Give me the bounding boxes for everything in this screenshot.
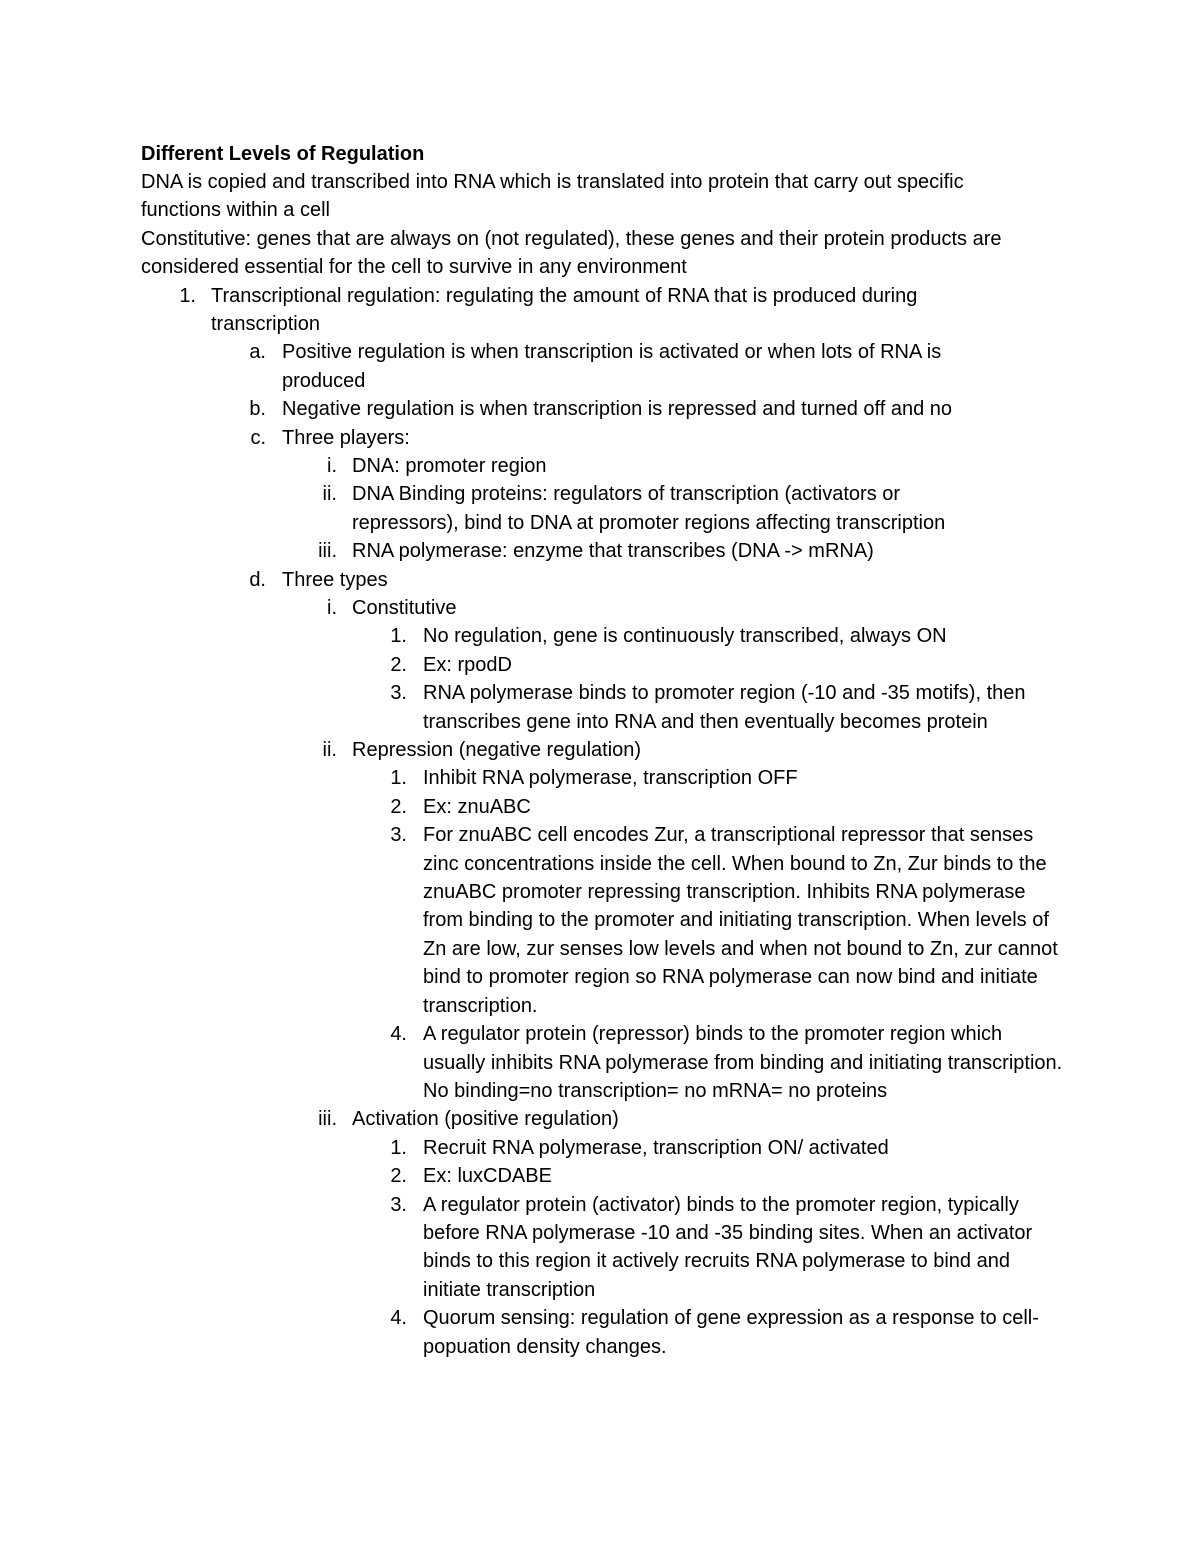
- list-item-text: A regulator protein (repressor) binds to the promoter region which usually inhibits RNA polymerase from binding and initiating transcription. No binding=no transcription= no mRNA= no proteins: [423, 1023, 1063, 1102]
- list-item-text: Three types: [282, 568, 388, 591]
- list-item-1d-iii: [141, 1105, 1041, 1133]
- list-item-text: A regulator protein (activator) binds to the promoter region, typically before RNA polymerase -10 and -35 binding sites. When an activator binds to this region it actively recruits RNA polymerase to bind and initiate transcription: [423, 1193, 1033, 1301]
- list-item-1d-iii-2: [141, 1162, 1041, 1190]
- list-item-text: Ex: znuABC: [423, 795, 531, 818]
- list-marker: 2.: [390, 653, 407, 676]
- list-item-1d-ii: [141, 736, 1041, 764]
- list-item-1d-ii-4: [141, 1020, 1063, 1105]
- list-item-text: DNA Binding proteins: regulators of transcription (activators or repressors), bind to DNA at promoter regions affecting transcription: [352, 483, 946, 534]
- list-item-text: Three players:: [282, 426, 410, 449]
- list-item-1d-i-3: [141, 679, 1041, 736]
- list-item-text: Ex: rpodD: [423, 653, 512, 676]
- list-marker: 3.: [390, 682, 407, 705]
- list-marker: d.: [249, 568, 266, 591]
- list-item-text: Recruit RNA polymerase, transcription ON/ activated: [423, 1136, 889, 1159]
- list-item-text: No regulation, gene is continuously transcribed, always ON: [423, 625, 947, 648]
- list-item-text: Ex: luxCDABE: [423, 1165, 552, 1188]
- list-item-1d-iii-3: [141, 1191, 1041, 1305]
- document-body: [141, 140, 1063, 1361]
- list-item-1c: [141, 424, 1041, 452]
- list-marker: c.: [250, 426, 266, 449]
- list-item-1d: [141, 566, 1041, 594]
- list-marker: iii.: [318, 540, 337, 563]
- constitutive-definition: Constitutive: genes that are always on (not regulated), these genes and their protein products are considered essential for the cell to survive in any environment: [141, 227, 1002, 279]
- list-marker: a.: [249, 341, 266, 364]
- list-item-1c-iii: [141, 537, 1041, 565]
- list-item-1d-i-1: [141, 622, 1041, 650]
- list-item-1d-ii-3: [141, 821, 1058, 1020]
- list-item-1b: [141, 395, 1041, 423]
- list-marker: b.: [249, 398, 266, 421]
- list-item-1d-iii-1: [141, 1134, 1041, 1162]
- list-marker: 1.: [390, 625, 407, 648]
- list-marker: ii.: [322, 483, 337, 506]
- list-item-1a: [141, 338, 1041, 395]
- list-item-text: Positive regulation is when transcription is activated or when lots of RNA is produced: [282, 341, 942, 392]
- list-item-text: Activation (positive regulation): [352, 1108, 619, 1131]
- section-heading: Different Levels of Regulation: [141, 142, 425, 165]
- list-item-text: Repression (negative regulation): [352, 739, 642, 762]
- list-marker: 2.: [390, 795, 407, 818]
- list-item-1c-i: [141, 452, 1041, 480]
- list-item-text: Negative regulation is when transcription is repressed and turned off and no: [282, 398, 953, 421]
- list-item-text: For znuABC cell encodes Zur, a transcriptional repressor that senses zinc concentrations inside the cell. When bound to Zn, Zur binds to the znuABC promoter repressing transcription. Inhibits RNA polymerase from binding to the promoter and initiating transcription. When levels of Zn are low, zur senses low levels and when not bound to Zn, zur cannot bind to promoter region so RNA polymerase can now bind and initiate transcription.: [423, 824, 1058, 1017]
- intro-paragraph: DNA is copied and transcribed into RNA which is translated into protein that carry out specific functions within a cell: [141, 170, 964, 222]
- list-item-text: Constitutive: [352, 597, 457, 619]
- list-item-1d-ii-2: [141, 793, 1041, 821]
- list-item-1d-iii-4: [141, 1304, 1041, 1361]
- list-marker: 1.: [390, 1136, 407, 1159]
- list-item-1: [141, 282, 1041, 339]
- list-marker: ii.: [322, 739, 337, 762]
- list-item-text: Inhibit RNA polymerase, transcription OFF: [423, 767, 798, 790]
- list-marker: 2.: [390, 1165, 407, 1188]
- list-item-text: Transcriptional regulation: regulating the amount of RNA that is produced during transcription: [211, 284, 918, 335]
- list-item-text: RNA polymerase: enzyme that transcribes (DNA -> mRNA): [352, 540, 874, 563]
- list-marker: 1.: [179, 284, 196, 307]
- list-item-text: DNA: promoter region: [352, 454, 547, 477]
- list-item-1c-ii: [141, 480, 1041, 537]
- list-item-text: Quorum sensing: regulation of gene expression as a response to cell-popuation density changes.: [423, 1307, 1039, 1358]
- list-marker: 4.: [390, 1023, 407, 1046]
- list-marker: 4.: [390, 1307, 407, 1330]
- list-marker: i.: [327, 597, 337, 619]
- list-item-text: RNA polymerase binds to promoter region (-10 and -35 motifs), then transcribes gene into RNA and then eventually becomes protein: [423, 682, 1026, 733]
- list-marker: 3.: [390, 824, 407, 847]
- list-marker: 1.: [390, 767, 407, 790]
- list-item-1d-ii-1: [141, 764, 1041, 792]
- list-marker: iii.: [318, 1108, 337, 1131]
- list-item-1d-i-2: [141, 651, 1041, 679]
- list-item-1d-i: [141, 594, 1041, 622]
- list-marker: 3.: [390, 1193, 407, 1216]
- list-marker: i.: [327, 454, 337, 477]
